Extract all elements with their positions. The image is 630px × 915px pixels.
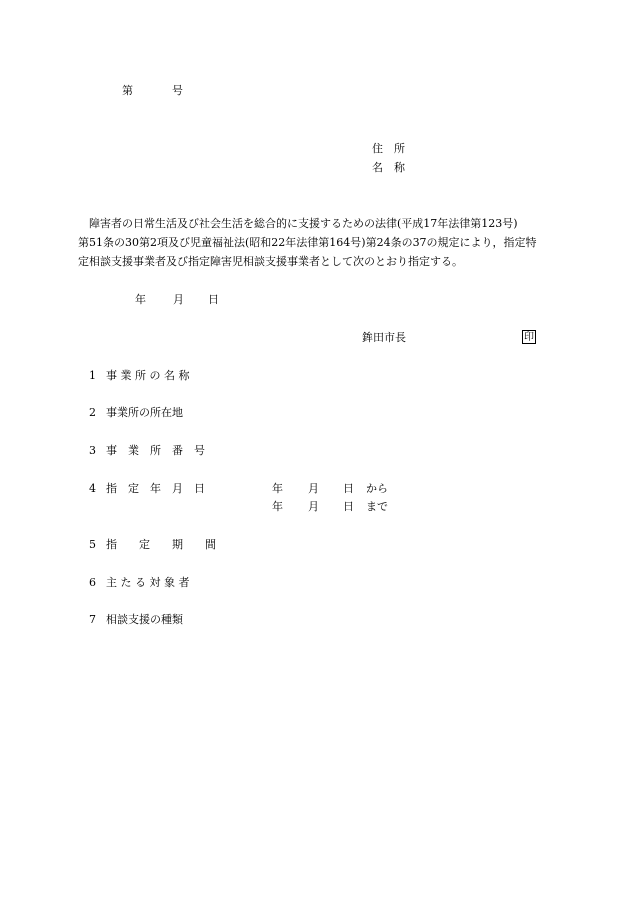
item-number: 5 [89,538,96,551]
paragraph-line: 第51条の30第2項及び児童福祉法(昭和22年法律第164号)第24条の37の規定により，指定特 [78,236,537,249]
date-day: 日 [208,293,219,306]
name-label: 名 称 [372,161,405,174]
official-seal-mark: 印 [524,332,534,343]
to-month: 月 [308,500,319,513]
from-month: 月 [308,482,319,495]
item-number: 3 [89,444,96,457]
item-label-main-target: 主 た る 対 象 者 [106,576,190,589]
issuer-name: 鉾田市長 [362,331,406,344]
item-label-office-address: 事業所の所在地 [106,406,183,419]
item-number: 7 [89,613,96,626]
paragraph-line: 定相談支援事業者及び指定障害児相談支援事業者として次のとおり指定する。 [78,255,463,268]
paragraph-line: 障害者の日常生活及び社会生活を総合的に支援するための法律(平成17年法律第123号) [89,217,518,230]
item-number: 1 [89,369,96,382]
from-year: 年 [272,482,283,495]
item-number: 6 [89,576,96,589]
item-label-office-name: 事 業 所 の 名 称 [106,369,190,382]
item-label-support-type: 相談支援の種類 [106,613,183,626]
to-year: 年 [272,500,283,513]
from-suffix: から [366,482,388,495]
date-month: 月 [173,293,184,306]
number-prefix: 第 [122,84,133,97]
item-number: 4 [89,482,96,495]
to-suffix: まで [366,500,388,513]
from-day: 日 [343,482,354,495]
address-label: 住 所 [372,142,405,155]
item-label-office-number: 事 業 所 番 号 [106,444,205,457]
designation-paragraph [78,214,556,271]
to-day: 日 [343,500,354,513]
item-label-designation-period: 指 定 期 間 [106,538,216,551]
date-year: 年 [135,293,146,306]
number-suffix: 号 [172,84,183,97]
item-number: 2 [89,406,96,419]
item-label-designation-date: 指 定 年 月 日 [106,482,205,495]
